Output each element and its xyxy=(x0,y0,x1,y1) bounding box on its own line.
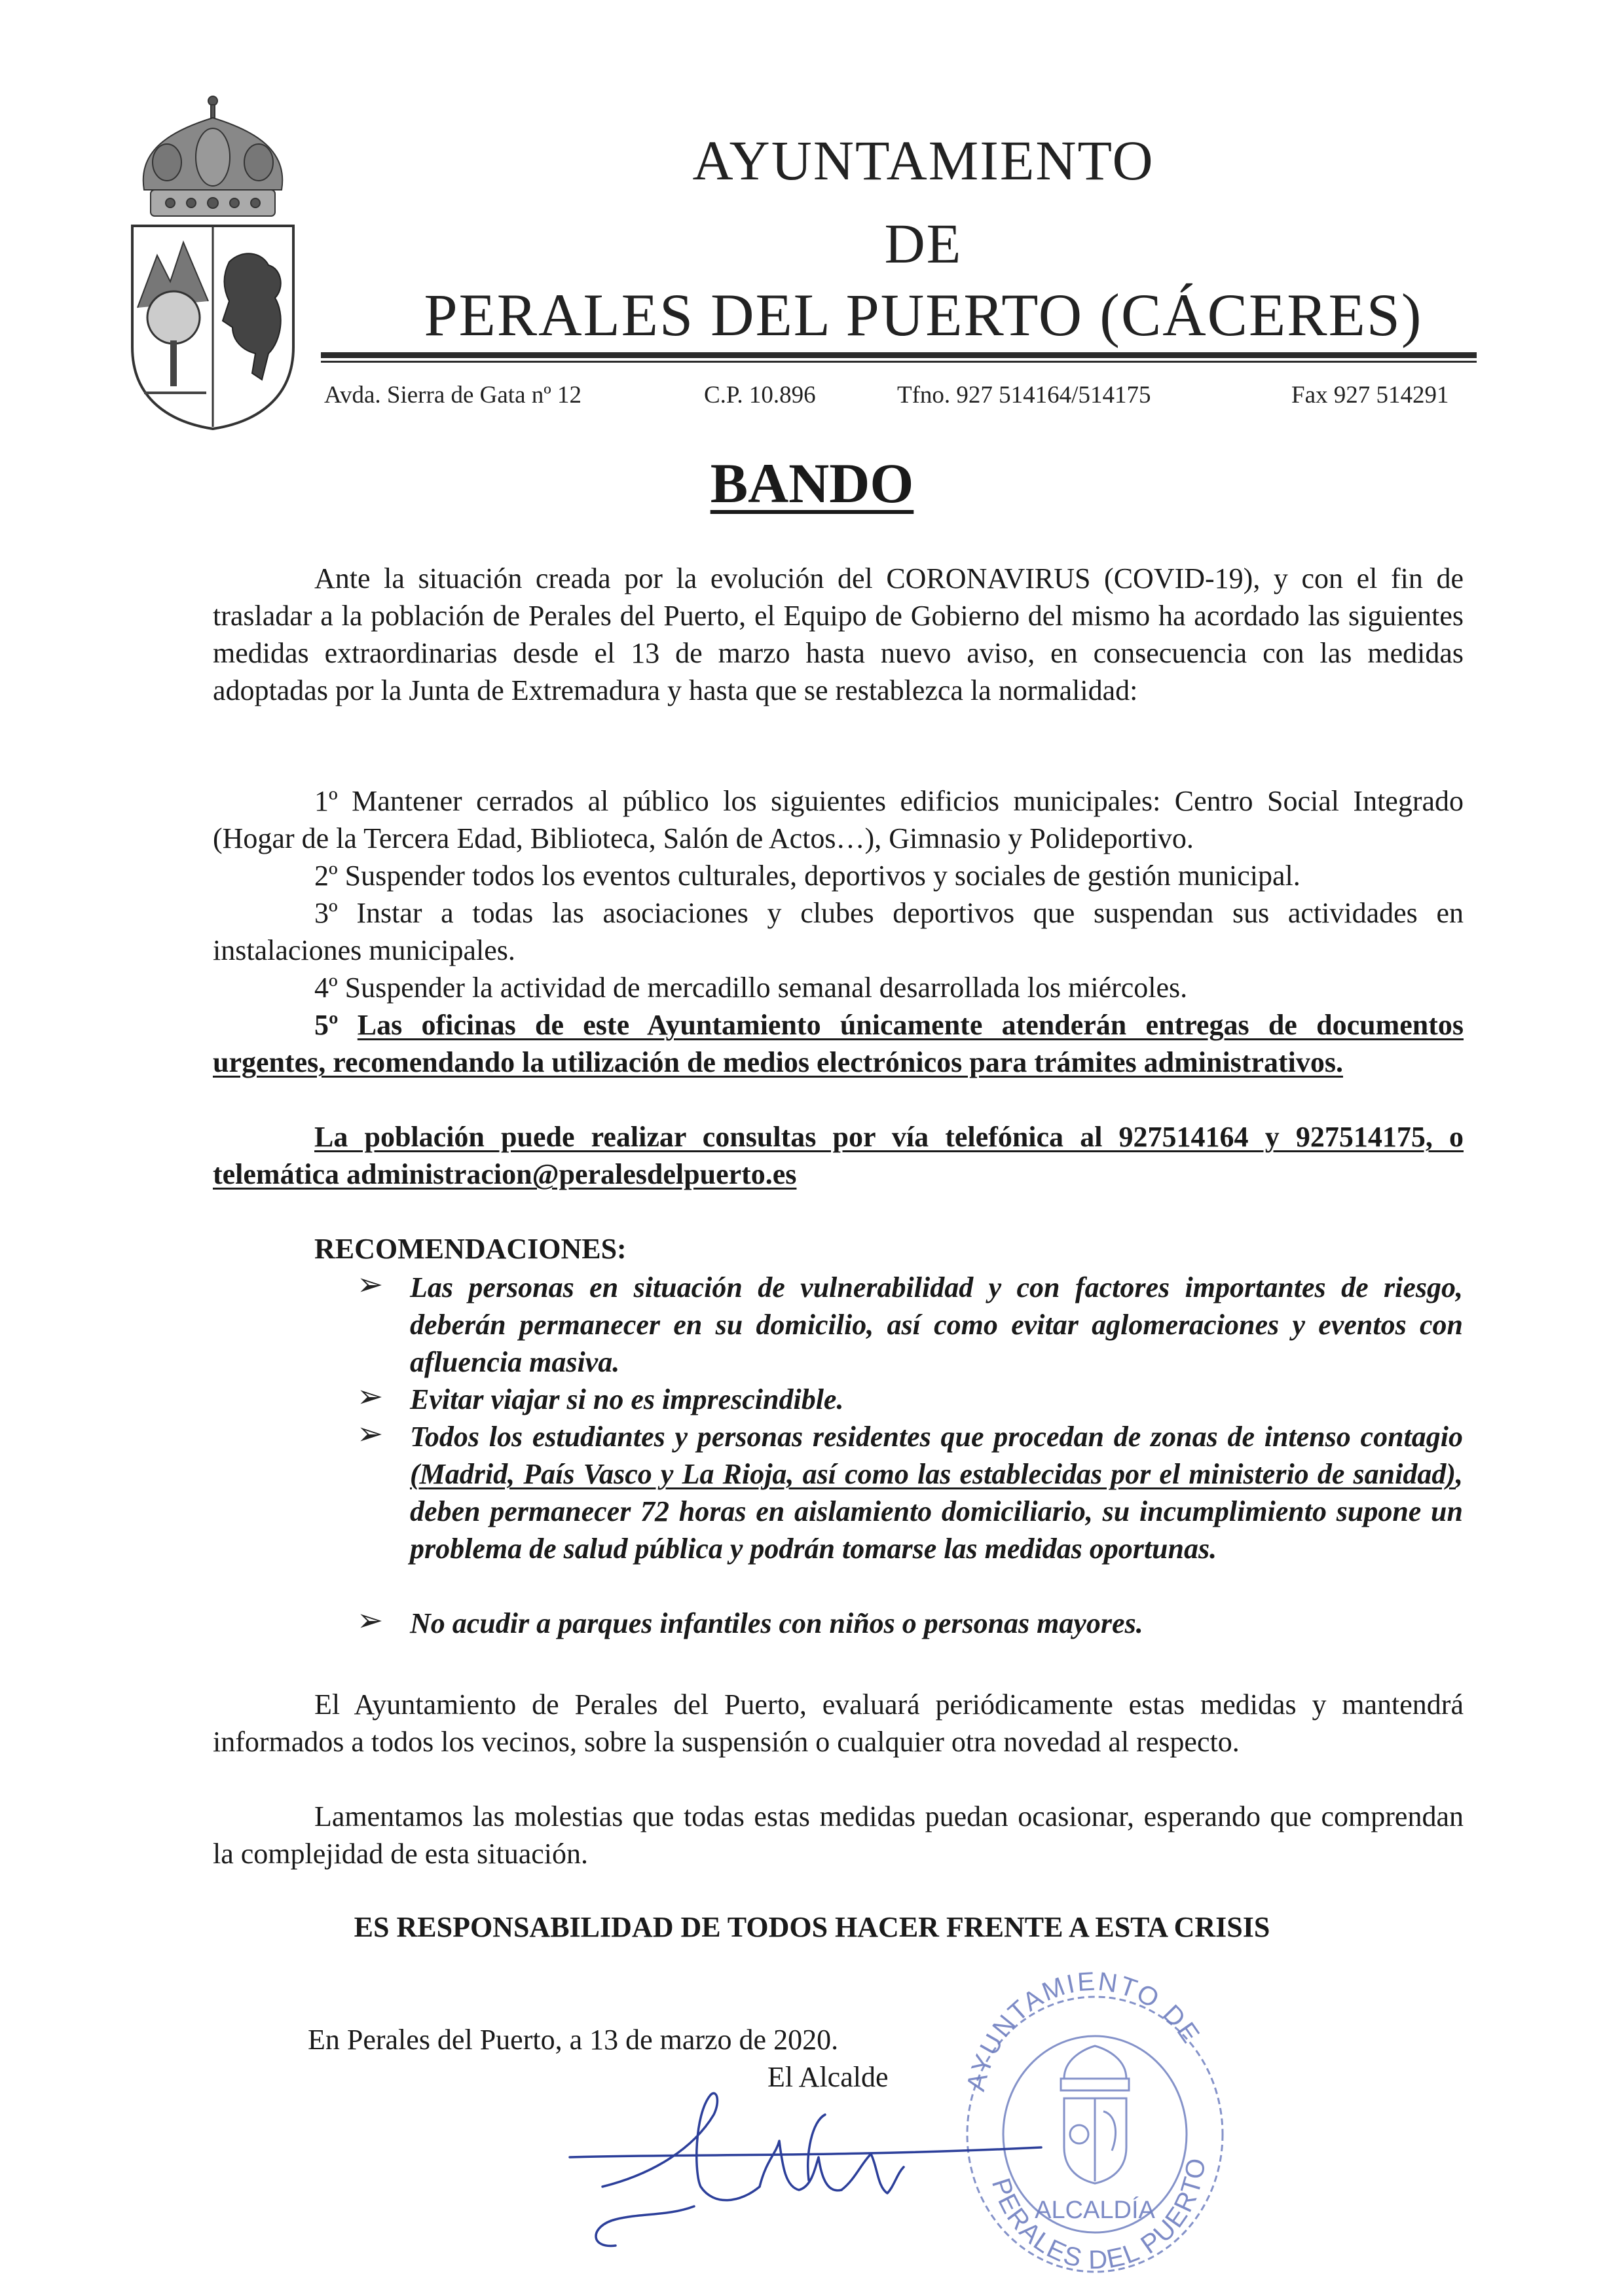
measure-5-text: Las oficinas de este Ayuntamiento únicamente atenderán entregas de documentos urgentes, recomendando la utilización de medios electrónicos para trámites administrativos. xyxy=(213,1009,1464,1078)
slogan: ES RESPONSABILIDAD DE TODOS HACER FRENTE A ESTA CRISIS xyxy=(354,1911,1270,1943)
fax-text: Fax 927 514291 xyxy=(1291,382,1449,409)
stamp-top-text: AYUNTAMIENTO DE xyxy=(961,1967,1206,2094)
closing-paragraph-2: Lamentamos las molestias que todas estas medidas puedan ocasionar, esperando que comprendan la complejidad de esta situación. xyxy=(213,1800,1464,1870)
handwritten-signature xyxy=(563,2075,1048,2265)
recommendation-3-part-c: , deben permanecer 72 horas en aislamiento domiciliario, su incumplimiento supone un problema de salud pública y podrán tomarse las medidas oportunas. xyxy=(410,1458,1463,1565)
measure-6 xyxy=(213,1118,1464,1193)
measure-1: 1º Mantener cerrados al público los siguientes edificios municipales: Centro Social Integrado (Hogar de la Tercera Edad, Biblioteca, Salón de Actos…), Gimnasio y Polideportivo. xyxy=(213,785,1464,854)
header-rule-thick xyxy=(321,352,1477,358)
municipality-title-line2: DE xyxy=(884,212,963,275)
arrow-bullet-icon: ➢ xyxy=(357,1603,384,1638)
arrow-bullet-icon: ➢ xyxy=(357,1417,384,1451)
recommendation-3 xyxy=(410,1418,1463,1567)
intro-paragraph: Ante la situación creada por la evolución del CORONAVIRUS (COVID-19), y con el fin de trasladar a la población de Perales del Puerto, el Equipo de Gobierno del mismo ha acordado las siguientes medidas extraordinarias desde el 13 de marzo hasta nuevo aviso, en consecuencia con las medidas adoptadas por la Junta de Extremadura y hasta que se restablezca la normalidad: xyxy=(213,562,1464,706)
arrow-bullet-icon: ➢ xyxy=(357,1379,384,1414)
signer-title: El Alcalde xyxy=(767,2061,889,2093)
measure-6-text: La población puede realizar consultas por vía telefónica al 927514164 y 927514175, o telemática administracion@peralesdelpuerto.es xyxy=(213,1121,1464,1190)
place-date: En Perales del Puerto, a 13 de marzo de 2020. xyxy=(308,2024,839,2056)
measure-2: 2º Suspender todos los eventos culturales, deportivos y sociales de gestión municipal. xyxy=(314,860,1301,892)
measure-5-number: 5º xyxy=(314,1009,339,1041)
stamp-middle-text: ALCALDÍA xyxy=(1035,2196,1155,2224)
address-text: Avda. Sierra de Gata nº 12 xyxy=(324,382,581,409)
recommendation-3-underlined: (Madrid, País Vasco y La Rioja, así como las establecidas por el ministerio de sanidad) xyxy=(410,1458,1456,1490)
municipality-title-line1: AYUNTAMIENTO xyxy=(692,129,1154,192)
recommendations-title: RECOMENDACIONES: xyxy=(314,1233,627,1265)
postal-code-text: C.P. 10.896 xyxy=(704,382,816,409)
recommendation-2: Evitar viajar si no es imprescindible. xyxy=(410,1383,844,1415)
measure-4: 4º Suspender la actividad de mercadillo semanal desarrollada los miércoles. xyxy=(314,972,1188,1004)
closing-paragraph-1: El Ayuntamiento de Perales del Puerto, evaluará periódicamente estas medidas y mantendrá informados a todos los vecinos, sobre la suspensión o cualquier otra novedad al respecto. xyxy=(213,1688,1464,1758)
recommendation-4: No acudir a parques infantiles con niños o personas mayores. xyxy=(410,1607,1143,1639)
arrow-bullet-icon: ➢ xyxy=(357,1267,384,1302)
measure-3: 3º Instar a todas las asociaciones y clubes deportivos que suspendan sus actividades en instalaciones municipales. xyxy=(213,897,1464,966)
phone-text: Tfno. 927 514164/514175 xyxy=(897,382,1151,409)
recommendation-1: Las personas en situación de vulnerabilidad y con factores importantes de riesgo, deberán permanecer en su domicilio, así como evitar aglomeraciones y eventos con afluencia masiva. xyxy=(410,1271,1463,1378)
document-heading: BANDO xyxy=(710,452,914,515)
header-rule-thin xyxy=(321,361,1477,363)
coat-of-arms-logo xyxy=(118,92,308,432)
recommendation-3-part-a: Todos los estudiantes y personas residentes que procedan de zonas de intenso contagio xyxy=(410,1421,1463,1453)
measure-5 xyxy=(213,1006,1464,1081)
municipality-title-line3: PERALES DEL PUERTO (CÁCERES) xyxy=(424,282,1423,348)
stamp-bottom-text: PERALES DEL PUERTO xyxy=(986,2155,1211,2275)
